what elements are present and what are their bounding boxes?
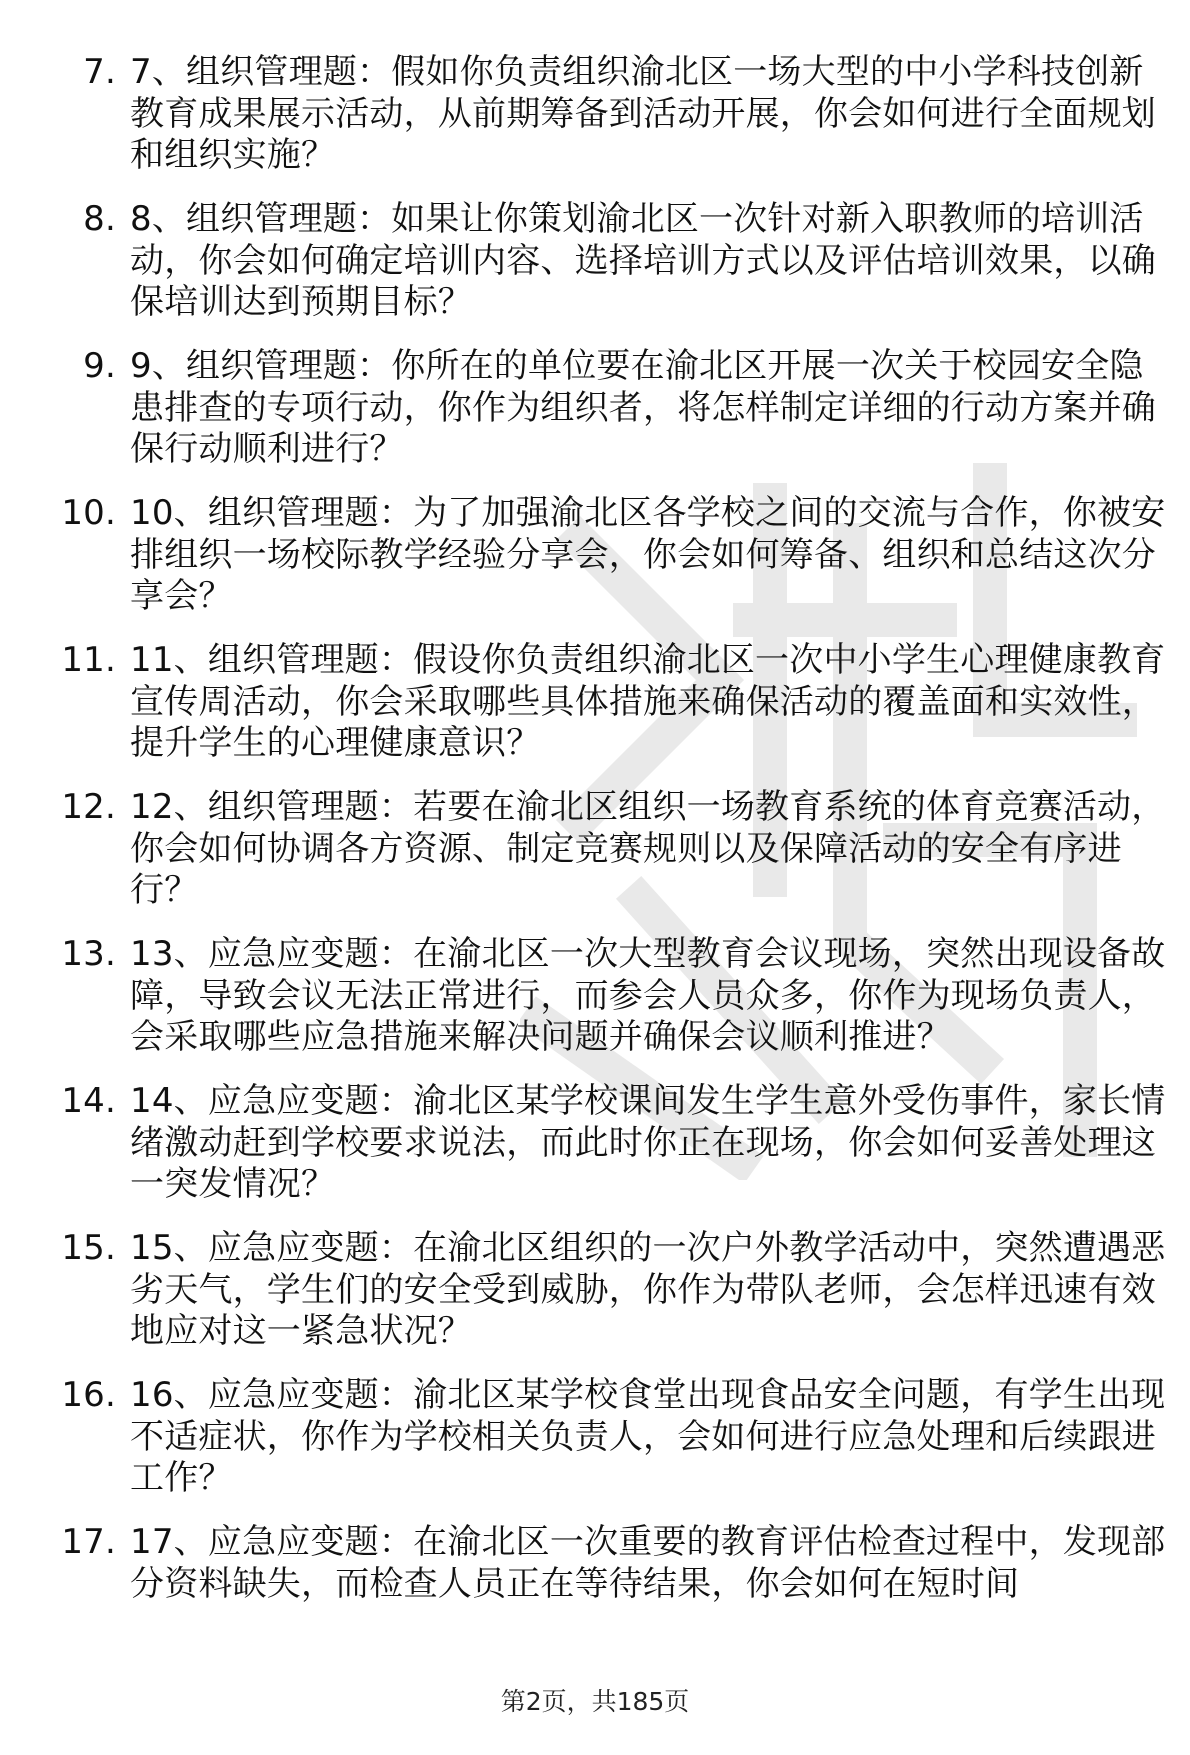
question-item xyxy=(60,1228,1170,1353)
question-item xyxy=(60,199,1170,324)
question-text: 9、组织管理题：你所在的单位要在渝北区开展一次关于校园安全隐患排查的专项行动，你作为组织者，将怎样制定详细的行动方案并确保行动顺利进行？ xyxy=(130,346,1156,469)
question-item xyxy=(60,640,1170,765)
question-number: 12. xyxy=(61,787,116,827)
question-item xyxy=(60,934,1170,1059)
question-number: 11. xyxy=(61,640,116,680)
question-number: 16. xyxy=(61,1375,116,1415)
question-number: 10. xyxy=(61,493,116,533)
question-item xyxy=(60,1522,1170,1605)
question-text: 11、组织管理题：假设你负责组织渝北区一次中小学生心理健康教育宣传周活动，你会采取哪些具体措施来确保活动的覆盖面和实效性，提升学生的心理健康意识？ xyxy=(130,640,1166,763)
question-text: 17、应急应变题：在渝北区一次重要的教育评估检查过程中，发现部分资料缺失，而检查人员正在等待结果，你会如何在短时间 xyxy=(130,1522,1166,1604)
question-item xyxy=(60,787,1170,912)
question-text: 7、组织管理题：假如你负责组织渝北区一场大型的中小学科技创新教育成果展示活动，从前期筹备到活动开展，你会如何进行全面规划和组织实施？ xyxy=(130,52,1156,175)
question-number: 15. xyxy=(61,1228,116,1268)
page-footer: 第2页，共185页 xyxy=(500,1687,690,1716)
question-text: 15、应急应变题：在渝北区组织的一次户外教学活动中，突然遭遇恶劣天气，学生们的安全受到威胁，你作为带队老师，会怎样迅速有效地应对这一紧急状况？ xyxy=(130,1228,1166,1351)
question-item xyxy=(60,52,1170,177)
question-item xyxy=(60,346,1170,471)
question-number: 7. xyxy=(83,52,116,92)
question-number: 9. xyxy=(83,346,116,386)
question-number: 17. xyxy=(61,1522,116,1562)
question-item xyxy=(60,493,1170,618)
question-item xyxy=(60,1081,1170,1206)
question-text: 8、组织管理题：如果让你策划渝北区一次针对新入职教师的培训活动，你会如何确定培训内容、选择培训方式以及评估培训效果，以确保培训达到预期目标？ xyxy=(130,199,1156,322)
question-text: 16、应急应变题：渝北区某学校食堂出现食品安全问题，有学生出现不适症状，你作为学校相关负责人，会如何进行应急处理和后续跟进工作？ xyxy=(130,1375,1166,1498)
question-item xyxy=(60,1375,1170,1500)
question-number: 14. xyxy=(61,1081,116,1121)
question-text: 14、应急应变题：渝北区某学校课间发生学生意外受伤事件，家长情绪激动赶到学校要求说法，而此时你正在现场，你会如何妥善处理这一突发情况？ xyxy=(130,1081,1166,1204)
question-number: 13. xyxy=(61,934,116,974)
question-text: 10、组织管理题：为了加强渝北区各学校之间的交流与合作，你被安排组织一场校际教学经验分享会，你会如何筹备、组织和总结这次分享会？ xyxy=(130,493,1166,616)
question-number: 8. xyxy=(83,199,116,239)
question-list xyxy=(60,52,1170,1628)
question-text: 12、组织管理题：若要在渝北区组织一场教育系统的体育竞赛活动，你会如何协调各方资源、制定竞赛规则以及保障活动的安全有序进行？ xyxy=(130,787,1166,910)
question-text: 13、应急应变题：在渝北区一次大型教育会议现场，突然出现设备故障，导致会议无法正常进行，而参会人员众多，你作为现场负责人，会采取哪些应急措施来解决问题并确保会议顺利推进？ xyxy=(130,934,1166,1057)
